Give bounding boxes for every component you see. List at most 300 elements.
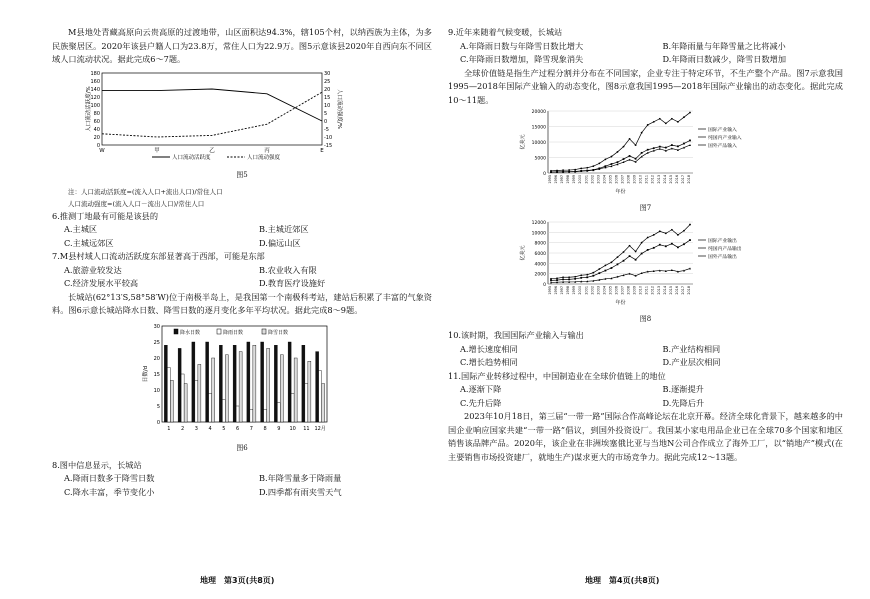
fig6-x-label: 1 — [167, 425, 171, 432]
fig8-point — [683, 243, 685, 245]
fig7-point — [592, 165, 594, 167]
fig7-point — [689, 140, 691, 142]
fig6-legend-label: 降雪日数 — [268, 329, 289, 336]
fig6-bar — [253, 345, 256, 422]
fig8-point — [659, 230, 661, 232]
fig7-point — [683, 143, 685, 145]
question-10: 10.该时期，我国国际产业输入与输出 — [448, 330, 584, 340]
fig7-x-tick: 2013 — [656, 175, 661, 184]
fig5-legend-a: 人口流动活跃度 — [172, 154, 211, 161]
q11-option-a[interactable]: A.逐渐下降 — [460, 384, 502, 394]
fig7-point — [611, 163, 613, 165]
fig7-x-tick: 1998 — [566, 175, 571, 184]
fig6-bar — [277, 402, 280, 421]
fig5-left-tick: 0 — [96, 142, 100, 149]
fig5-right-axis-label: 人口流动强度/% — [336, 88, 342, 129]
fig7-point — [665, 123, 667, 125]
fig6-x-label: 12月 — [314, 425, 326, 432]
note-intensity: 人口流动强度=(流入人口－流出人口)/常住人口 — [68, 199, 205, 208]
fig7-x-tick: 2010 — [638, 175, 643, 184]
fig8-point — [574, 276, 576, 278]
fig8-x-tick: 2008 — [626, 286, 631, 295]
fig7-point — [653, 121, 655, 123]
fig7-point — [623, 146, 625, 148]
q10-option-a[interactable]: A.增长速度相同 — [460, 343, 518, 354]
fig8-point — [689, 224, 691, 226]
fig8-point — [671, 229, 673, 231]
fig6-bar — [308, 361, 311, 422]
fig5-left-tick: 160 — [90, 78, 100, 85]
fig7-x-tick: 1997 — [560, 175, 565, 184]
fig7-x-tick: 2011 — [644, 175, 649, 184]
note-activity: 注：人口流动活跃度=(流入人口+流出人口)/常住人口 — [68, 187, 223, 196]
fig8-legend-label: 纯国内产品输出 — [708, 247, 742, 252]
fig8-x-axis-label: 年份 — [615, 300, 626, 306]
fig8-x-tick: 1999 — [572, 286, 577, 295]
fig8-y-tick: 4000 — [534, 262, 546, 268]
fig7-x-tick: 2006 — [614, 175, 619, 184]
fig6-legend-label: 降水日数 — [180, 329, 201, 336]
passage-belt-and-road: 2023年10月18日，第三届“一带一路”国际合作高峰论坛在北京开幕。经济全球化背景下，越来越多的中国企业响应国家共建“一带一路”倡议，到国外投资设厂。我国某小家电用品企业已在全球70多个国家和地区销售该品牌产品。2020年，该企业在非洲埃塞俄比亚与当地N公司合作成立了海外工厂，以“销地产”模式(在主要销售市场投资建厂，就地生产)谋求更大的市场竞争力。据此完成12～13题。 — [448, 411, 843, 462]
q11-option-c[interactable]: C.先升后降 — [460, 397, 502, 408]
figure-6-chart — [52, 318, 432, 436]
passage-m-county: M县地处青藏高原向云贵高原的过渡地带，山区面积达94.3%，辖105个村，以纳西族为主体，为多民族聚居区。2020年该县户籍人口为23.8万，常住人口为22.9万。图5示意该县2020年自西向东不同区域人口流动状况。据此完成6～7题。 — [52, 27, 432, 64]
fig8-point — [586, 276, 588, 278]
fig6-x-label: 9 — [277, 425, 281, 432]
fig5-right-tick: -15 — [324, 142, 333, 149]
fig5-right-tick: -10 — [324, 134, 333, 141]
fig7-point — [635, 158, 637, 160]
fig6-bar — [164, 345, 167, 422]
fig6-x-label: 2 — [181, 425, 185, 432]
q11-option-b[interactable]: B.逐渐提升 — [662, 384, 704, 394]
fig7-point — [568, 169, 570, 171]
fig8-y-axis-label: 亿美元 — [520, 245, 526, 261]
fig6-bar — [222, 399, 225, 421]
fig8-y-tick: 6000 — [534, 252, 546, 257]
fig7-x-tick: 2014 — [662, 175, 667, 184]
fig6-bar — [264, 409, 267, 422]
question-9: 9.近年来随着气候变暖，长城站 — [448, 27, 563, 37]
fig6-x-label: 11 — [303, 425, 310, 432]
fig8-point — [568, 276, 570, 278]
fig8-point — [635, 251, 637, 253]
fig7-x-tick: 2015 — [668, 175, 673, 184]
fig7-x-tick: 2018 — [687, 175, 691, 184]
fig8-legend-label: 国外产品输出 — [708, 255, 737, 260]
fig8-x-tick: 1996 — [554, 286, 559, 295]
fig5-left-tick: 100 — [90, 102, 100, 109]
fig8-point — [598, 268, 600, 270]
fig5-left-tick: 80 — [93, 110, 100, 117]
q6-option-c[interactable]: C.主城远郊区 — [64, 237, 114, 248]
question-8-options — [52, 472, 432, 499]
fig6-bar — [212, 358, 215, 422]
fig5-x-label: W — [99, 147, 105, 154]
fig6-y-tick: 20 — [153, 355, 160, 362]
fig7-point — [653, 147, 655, 149]
fig6-bar — [209, 393, 212, 422]
q7-option-b[interactable]: B.农业收入有限 — [259, 264, 317, 275]
q9-option-a[interactable]: A.年降雨日数与年降雪日数比增大 — [460, 40, 584, 51]
fig5-x-label: 丙 — [264, 147, 270, 154]
fig8-x-tick: 2009 — [632, 286, 637, 295]
fig6-y-tick: 30 — [153, 323, 160, 330]
fig5-right-tick: 25 — [324, 78, 331, 85]
fig6-bar — [288, 342, 291, 422]
fig7-point — [629, 138, 631, 140]
fig6-y-tick: 15 — [153, 371, 160, 378]
fig8-x-tick: 2000 — [578, 286, 583, 295]
fig7-point — [641, 152, 643, 154]
question-10-options — [448, 343, 843, 370]
question-11: 11.国际产业转移过程中，中国制造业在全球价值链上的地位 — [448, 370, 666, 381]
q6-option-b[interactable]: B.主城近郊区 — [259, 224, 309, 234]
fig8-point — [586, 274, 588, 276]
fig8-point — [598, 272, 600, 274]
q6-option-a[interactable]: A.主城区 — [64, 224, 98, 234]
passage-great-wall-station: 长城站(62°13′S,58°58′W)位于南极半岛上，是我国第一个南极科考站，建站后积累了丰富的气象资料。图6示意长城站降水日数、降雪日数的逐月变化多年平均状况。据此完成8～9题。 — [52, 291, 432, 315]
fig8-point — [611, 267, 613, 269]
fig7-x-tick: 2007 — [620, 175, 625, 184]
fig8-y-tick: 10000 — [531, 231, 546, 237]
fig6-bar — [239, 351, 242, 421]
fig8-point — [677, 246, 679, 248]
fig7-y-axis-label: 亿美元 — [520, 134, 526, 150]
q6-option-d[interactable]: D.偏远山区 — [259, 237, 301, 248]
fig5-left-tick: 140 — [90, 86, 100, 93]
q8-option-b[interactable]: B.年降雪量多于降雨量 — [259, 473, 342, 483]
fig8-point — [629, 255, 631, 257]
fig6-x-label: 10 — [289, 425, 296, 432]
fig6-y-tick: 10 — [153, 387, 160, 394]
fig7-x-tick: 2012 — [650, 175, 655, 184]
fig5-x-label: 甲 — [154, 147, 160, 154]
question-6-options — [52, 223, 432, 250]
fig8-legend-label: 国际产业输出 — [708, 239, 737, 244]
fig8-point — [665, 245, 667, 247]
fig7-series-line — [551, 140, 690, 172]
footer-page-4: 地理 第4页(共8页) — [585, 576, 660, 585]
fig7-legend-label: 国际产业输入 — [708, 128, 737, 133]
fig7-y-tick: 15000 — [531, 125, 546, 131]
fig6-bar — [280, 354, 283, 421]
fig8-point — [671, 243, 673, 245]
fig8-point — [617, 263, 619, 265]
fig8-x-tick: 1998 — [566, 286, 571, 295]
left-column — [52, 26, 432, 499]
fig8-point — [562, 276, 564, 278]
fig7-point — [611, 156, 613, 158]
fig7-x-tick: 2016 — [674, 175, 679, 184]
fig8-point — [580, 277, 582, 279]
fig6-bar — [291, 393, 294, 422]
fig8-point — [550, 278, 552, 280]
fig6-bar — [247, 342, 250, 422]
fig8-point — [617, 256, 619, 258]
q10-option-d[interactable]: D.产业层次相同 — [662, 357, 721, 367]
fig8-point — [623, 260, 625, 262]
fig5-x-label: 乙 — [209, 147, 215, 154]
fig8-point — [556, 279, 558, 281]
fig7-x-tick: 2001 — [584, 175, 589, 184]
fig7-point — [604, 158, 606, 160]
figure-6-caption: 图6 — [236, 444, 248, 452]
fig6-y-tick: 25 — [153, 339, 160, 346]
fig7-point — [689, 144, 691, 146]
fig8-x-tick: 2012 — [650, 286, 655, 295]
fig8-point — [635, 259, 637, 261]
fig7-point — [598, 162, 600, 164]
fig5-x-label: E — [320, 147, 324, 154]
fig7-point — [647, 124, 649, 126]
fig8-point — [562, 278, 564, 280]
fig6-bar — [167, 367, 170, 421]
fig6-bar — [305, 383, 308, 421]
fig7-legend-label: 纯国内产业输入 — [708, 136, 742, 141]
fig8-x-tick: 2011 — [644, 286, 649, 295]
fig8-x-tick: 2013 — [656, 286, 661, 295]
fig8-x-tick: 2015 — [668, 286, 673, 295]
fig6-legend-swatch — [262, 329, 266, 334]
fig7-y-tick: 10000 — [531, 141, 546, 146]
q10-option-b[interactable]: B.产业结构相同 — [662, 343, 721, 354]
q7-option-d[interactable]: D.教育医疗设施好 — [259, 278, 326, 288]
fig7-point — [586, 167, 588, 169]
fig5-left-tick: 20 — [93, 134, 100, 141]
fig7-x-tick: 2000 — [578, 175, 583, 184]
fig5-left-tick: 40 — [93, 126, 100, 133]
fig5-right-tick: 5 — [324, 110, 328, 117]
fig8-point — [580, 274, 582, 276]
fig7-x-tick: 2008 — [626, 175, 631, 184]
fig6-bar — [178, 348, 181, 422]
fig6-bar — [294, 358, 297, 422]
q8-option-d[interactable]: D.四季都有雨夹雪天气 — [259, 486, 342, 497]
fig6-bar — [181, 374, 184, 422]
fig6-x-label: 3 — [194, 425, 198, 432]
fig8-x-tick: 2002 — [590, 286, 595, 295]
question-7-options — [52, 264, 432, 291]
fig6-bar — [225, 354, 228, 421]
fig8-point — [647, 237, 649, 239]
fig8-point — [568, 278, 570, 280]
q7-option-a[interactable]: A.旅游业较发达 — [64, 264, 122, 275]
q11-option-d[interactable]: D.先降后升 — [662, 397, 705, 408]
q7-option-c[interactable]: C.经济发展水平较高 — [64, 278, 139, 288]
fig7-x-tick: 2005 — [608, 175, 613, 184]
fig5-left-tick: 120 — [90, 94, 100, 101]
fig7-series-line — [551, 113, 690, 171]
fig7-y-tick: 0 — [543, 172, 546, 177]
right-column — [448, 26, 843, 464]
fig6-bar — [233, 345, 236, 422]
fig7-point — [641, 132, 643, 134]
fig8-point — [653, 234, 655, 236]
fig8-point — [550, 279, 552, 281]
fig6-bar — [267, 348, 270, 422]
figure-8-chart — [448, 218, 843, 306]
fig7-legend-label: 国外产品输入 — [708, 144, 737, 149]
fig7-point — [647, 149, 649, 151]
fig6-bar — [322, 383, 325, 421]
fig6-bar — [302, 345, 305, 422]
fig7-point — [671, 118, 673, 120]
fig8-x-tick: 2003 — [596, 286, 601, 295]
fig6-bar — [316, 351, 319, 421]
figure-7-chart — [448, 107, 843, 195]
fig6-y-axis-label: 日数/d — [143, 365, 149, 382]
fig8-y-tick: 12000 — [531, 221, 546, 226]
fig7-x-tick: 2009 — [632, 175, 637, 184]
fig7-point — [677, 145, 679, 147]
fig8-point — [604, 265, 606, 267]
fig8-point — [653, 247, 655, 249]
fig8-x-tick: 2007 — [620, 286, 625, 295]
fig8-point — [641, 242, 643, 244]
fig8-point — [665, 232, 667, 234]
fig6-bar — [198, 364, 201, 422]
fig6-bar — [236, 406, 239, 422]
fig8-x-tick: 2018 — [687, 286, 691, 295]
fig6-y-tick: 0 — [156, 419, 160, 426]
fig7-x-tick: 2003 — [596, 175, 601, 184]
fig5-right-tick: 20 — [324, 86, 331, 93]
fig5-right-tick: 10 — [324, 102, 331, 109]
fig8-y-tick: 8000 — [534, 241, 546, 247]
fig5-right-tick: 0 — [324, 118, 328, 125]
fig7-point — [623, 158, 625, 160]
fig8-y-tick: 0 — [543, 283, 546, 288]
fig8-point — [623, 251, 625, 253]
fig6-legend-label: 降雨日数 — [223, 329, 244, 336]
fig6-x-label: 8 — [263, 425, 267, 432]
fig7-point — [574, 169, 576, 171]
fig5-activity-line — [102, 89, 322, 121]
fig8-point — [592, 272, 594, 274]
q8-option-c[interactable]: C.降水丰富，季节变化小 — [64, 486, 155, 497]
fig7-x-tick: 1996 — [554, 175, 559, 184]
fig7-x-axis-label: 年份 — [615, 189, 626, 195]
q8-option-a[interactable]: A.降雨日数多于降雪日数 — [64, 473, 155, 483]
fig7-y-tick: 5000 — [534, 156, 546, 162]
fig6-x-label: 6 — [236, 425, 240, 432]
fig7-point — [659, 146, 661, 148]
figure-5-chart — [52, 67, 432, 163]
fig8-point — [647, 249, 649, 251]
fig7-point — [689, 112, 691, 114]
fig5-right-tick: 30 — [324, 70, 331, 77]
q10-option-c[interactable]: C.增长趋势相同 — [460, 357, 518, 367]
fig6-legend-swatch — [174, 329, 178, 334]
q9-option-d[interactable]: D.年降雨日数减少，降雪日数增加 — [662, 54, 787, 64]
fig8-x-tick: 2006 — [614, 286, 619, 295]
figure-8-caption: 图8 — [639, 314, 652, 323]
fig8-series-line — [551, 269, 690, 283]
fig6-bar — [261, 342, 264, 422]
figure-5-caption: 图5 — [236, 171, 248, 179]
fig7-x-tick: 2004 — [602, 175, 607, 184]
fig5-left-tick: 180 — [90, 70, 100, 77]
fig8-point — [592, 275, 594, 277]
fig8-y-tick: 2000 — [534, 272, 546, 278]
fig6-bar — [274, 345, 277, 422]
fig7-point — [683, 116, 685, 118]
fig7-point — [671, 144, 673, 146]
fig7-point — [677, 121, 679, 123]
fig8-point — [611, 261, 613, 263]
question-6: 6.推测丁地最有可能是该县的 — [52, 210, 159, 221]
fig8-x-tick: 2017 — [680, 286, 685, 295]
fig6-bar — [250, 409, 253, 422]
fig6-bar — [184, 383, 187, 421]
fig7-point — [580, 167, 582, 169]
fig5-right-tick: -5 — [324, 126, 329, 133]
fig8-point — [629, 245, 631, 247]
fig6-bar — [319, 370, 322, 421]
fig6-bar — [195, 380, 198, 422]
passage-global-value-chain: 全球价值链是指生产过程分割并分布在不同国家，企业专注于特定环节，不生产整个产品。图7示意我国1995—2018年国际产业输入的动态变化，图8示意我国1995—2018年国际产业输出的动态变化。据此完成10～11题。 — [448, 67, 843, 105]
fig7-y-tick: 20000 — [531, 110, 546, 115]
fig8-x-tick: 1997 — [560, 286, 565, 295]
fig5-frame — [102, 73, 322, 145]
fig6-bar — [219, 345, 222, 422]
fig7-point — [629, 155, 631, 157]
fig5-right-tick: 15 — [324, 94, 331, 101]
fig8-point — [641, 253, 643, 255]
fig5-intensity-line — [102, 92, 322, 137]
fig6-legend-swatch — [217, 329, 221, 334]
fig6-x-label: 5 — [222, 425, 226, 432]
q9-option-b[interactable]: B.年降雨量与年降雪量之比将减小 — [662, 40, 786, 51]
fig8-x-tick: 2014 — [662, 286, 667, 295]
fig8-point — [689, 239, 691, 241]
fig8-point — [556, 277, 558, 279]
q9-option-c[interactable]: C.年降雨日数增加，降雪现象消失 — [460, 54, 584, 64]
fig6-bar — [206, 342, 209, 422]
fig8-point — [659, 244, 661, 246]
fig8-x-tick: 2016 — [674, 286, 679, 295]
fig6-x-label: 7 — [249, 425, 253, 432]
fig5-legend-b: 人口流动强度 — [247, 154, 281, 161]
fig8-point — [604, 270, 606, 272]
fig6-x-label: 4 — [208, 425, 212, 432]
fig8-x-tick: 2001 — [584, 286, 589, 295]
fig8-x-tick: 2004 — [602, 286, 607, 295]
fig8-x-tick: 2010 — [638, 286, 643, 295]
fig7-point — [635, 144, 637, 146]
fig8-point — [574, 278, 576, 280]
figure-7-caption: 图7 — [639, 203, 652, 212]
fig5-left-axis-label: 人口流动活跃度/% — [86, 85, 92, 132]
fig8-point — [677, 234, 679, 236]
question-7: 7.M县村域人口流动活跃度东部显著高于西部，可能是东部 — [52, 251, 265, 261]
fig6-y-tick: 5 — [156, 403, 160, 410]
fig6-bar — [192, 342, 195, 422]
footer-page-3: 地理 第3页(共8页) — [200, 576, 275, 585]
fig7-x-tick: 1995 — [548, 175, 552, 184]
fig7-x-tick: 2017 — [680, 175, 685, 184]
fig7-x-tick: 2002 — [590, 175, 595, 184]
fig7-point — [617, 151, 619, 153]
fig7-point — [665, 147, 667, 149]
fig7-point — [659, 118, 661, 120]
fig5-left-tick: 60 — [93, 118, 100, 125]
fig7-x-tick: 1999 — [572, 175, 577, 184]
fig8-x-tick: 2005 — [608, 286, 613, 295]
fig7-point — [617, 161, 619, 163]
fig8-point — [683, 230, 685, 232]
